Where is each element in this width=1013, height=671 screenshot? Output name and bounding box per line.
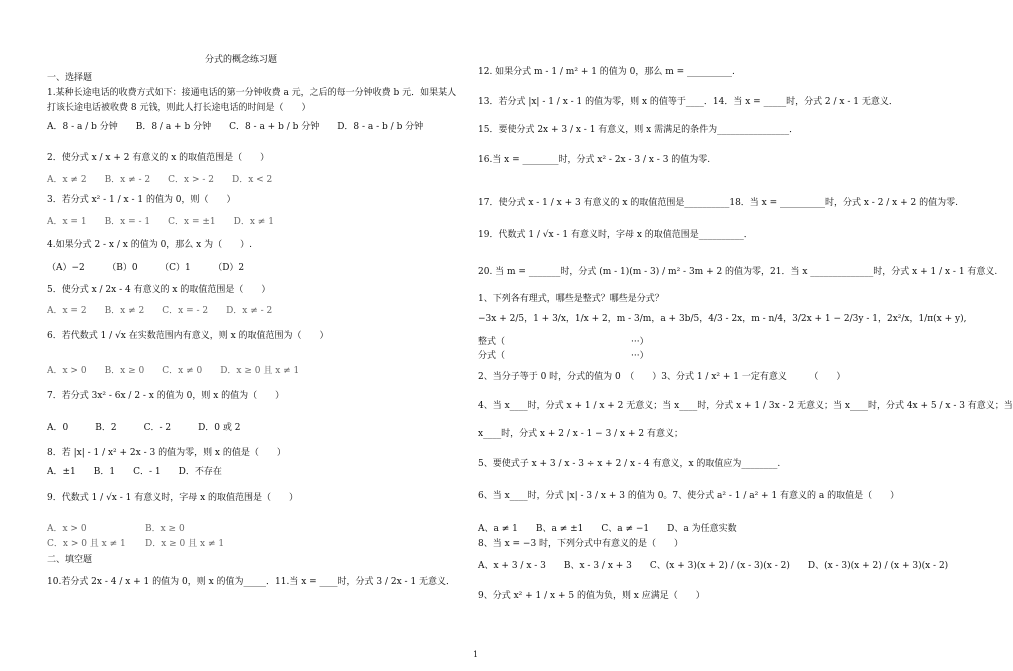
q4-options: （A）−2 （B）0 （C）1 （D）2 (47, 263, 245, 273)
p2-p3: 2、当分子等于 0 时，分式的值为 0 （ ）3、分式 1 / x² + 1 一定有意义 （ ） (478, 372, 846, 382)
q9-option-d: D．x ≥ 0 且 x ≠ 1 (145, 539, 225, 549)
p8-options: A、x + 3 / x - 3 B、x - 3 / x + 3 C、(x + 3)(x + 2) / (x - 3)(x - 2) D、(x - 3)(x + 2) / (x + 3)(x - 2) (478, 561, 949, 571)
p5: 5、要使式子 x + 3 / x - 3 ÷ x + 2 / x - 4 有意义，x 的取值应为________. (478, 459, 781, 469)
q5: 5．使分式 x / 2x - 4 有意义的 x 的取值范围是（ ） (47, 285, 271, 295)
q6-options: A．x > 0 B．x ≥ 0 C．x ≠ 0 D．x ≥ 0 且 x ≠ 1 (47, 366, 300, 376)
q17-q18: 17．使分式 x - 1 / x + 3 有意义的 x 的取值范围是__________18．当 x = __________时，分式 x - 2 / x + 2 的值为零. (478, 198, 958, 208)
q12: 12. 如果分式 m - 1 / m² + 1 的值为 0，那么 m = __________. (478, 67, 735, 77)
q2-options: A．x ≠ 2 B．x ≠ - 2 C．x > - 2 D．x < 2 (47, 175, 273, 185)
page-title: 分式的概念练习题 (205, 55, 278, 65)
q10-q11: 10.若分式 2x - 4 / x + 1 的值为 0，则 x 的值为_____．11.当 x = ____时，分式 3 / 2x - 1 无意义． (47, 577, 456, 587)
q7: 7．若分式 3x² - 6x / 2 - x 的值为 0，则 x 的值为（ ） (47, 391, 285, 401)
p9: 9、分式 x² + 1 / x + 5 的值为负，则 x 应满足（ ） (478, 591, 705, 601)
q9: 9．代数式 1 / √x - 1 有意义时，字母 x 的取值范围是（ ） (47, 493, 299, 503)
p4-line1: 4、当 x____时，分式 x + 1 / x + 2 无意义；当 x____时，分式 x + 1 / 3x - 2 无意义；当 x____时，分式 4x + 5 / x - 3 有意义；当 (478, 401, 1013, 411)
q5-options: A．x = 2 B．x ≠ 2 C．x = - 2 D．x ≠ - 2 (47, 306, 273, 316)
q1-options: A．8 - a / b 分钟 B．8 / a + b 分钟 C．8 - a + b / b 分钟 D．8 - a - b / b 分钟 (47, 122, 424, 132)
q6: 6．若代数式 1 / √x 在实数范围内有意义，则 x 的取值范围为（ ） (47, 331, 329, 341)
q19: 19．代数式 1 / √x - 1 有意义时，字母 x 的取值范围是__________． (478, 230, 753, 240)
q9-option-c: C．x > 0 且 x ≠ 1 (47, 539, 126, 549)
q9-option-a: A．x > 0 (47, 524, 87, 534)
q4: 4.如果分式 2 - x / x 的值为 0，那么 x 为（ ）. (47, 240, 252, 250)
p8: 8、当 x = −3 时，下列分式中有意义的是（ ） (478, 539, 684, 549)
q8-options: A．±1 B．1 C．- 1 D．不存在 (47, 467, 222, 477)
page-number: 1 (473, 650, 479, 659)
p7-options: A、a ≠ 1 B、a ≠ ±1 C、a ≠ −1 D、a 为任意实数 (478, 524, 737, 534)
q1-line2: 打该长途电话被收费 8 元钱，则此人打长途电话的时间是（ ） (47, 103, 311, 113)
p1: 1、下列各有理式，哪些是整式？哪些是分式？ (478, 294, 664, 304)
section-choice: 一、选择题 (47, 73, 93, 83)
p1-integers: 整式（ ···） (478, 337, 649, 347)
q13-q14: 13．若分式 |x| - 1 / x - 1 的值为零，则 x 的值等于____．14．当 x = _____时，分式 2 / x - 1 无意义． (478, 97, 898, 107)
q16: 16.当 x = ________时，分式 x² - 2x - 3 / x - 3 的值为零. (478, 155, 711, 165)
q7-options: A．0 B．2 C．- 2 D．0 或 2 (47, 423, 241, 433)
p6-p7: 6、当 x____时，分式 |x| - 3 / x + 3 的值为 0。7、使分式 a² - 1 / a² + 1 有意义的 a 的取值是（ ） (478, 491, 900, 501)
p4-line2: x____时，分式 x + 2 / x - 1 − 3 / x + 2 有意义； (478, 429, 683, 439)
q3-options: A．x = 1 B．x = - 1 C．x = ±1 D．x ≠ 1 (47, 217, 274, 227)
q1-line1: 1.某种长途电话的收费方式如下：接通电话的第一分钟收费 a 元，之后的每一分钟收费 b 元．如果某人 (47, 88, 457, 98)
section-fill: 二、填空题 (47, 555, 93, 565)
q20-q21: 20. 当 m = _______时，分式 (m - 1)(m - 3) / m² - 3m + 2 的值为零，21．当 x ______________时，分式 x + 1 / x - 1 有意义. (478, 267, 998, 277)
p1-expressions: −3x + 2/5，1 + 3/x，1/x + 2，m - 3/m，a + 3b/5，4/3 - 2x，m - n/4，3/2x + 1 − 2/3y - 1，2x²/x，1/π(x + y), (478, 314, 967, 324)
q15: 15．要使分式 2x + 3 / x - 1 有意义，则 x 需满足的条件为________________． (478, 125, 799, 135)
q3: 3．若分式 x² - 1 / x - 1 的值为 0，则（ ） (47, 195, 236, 205)
q9-option-b: B．x ≥ 0 (145, 524, 185, 534)
q8: 8．若 |x| - 1 / x² + 2x - 3 的值为零，则 x 的值是（ ） (47, 448, 286, 458)
p1-fractions: 分式（ ···） (478, 351, 649, 361)
q2: 2．使分式 x / x + 2 有意义的 x 的取值范围是（ ） (47, 153, 270, 163)
